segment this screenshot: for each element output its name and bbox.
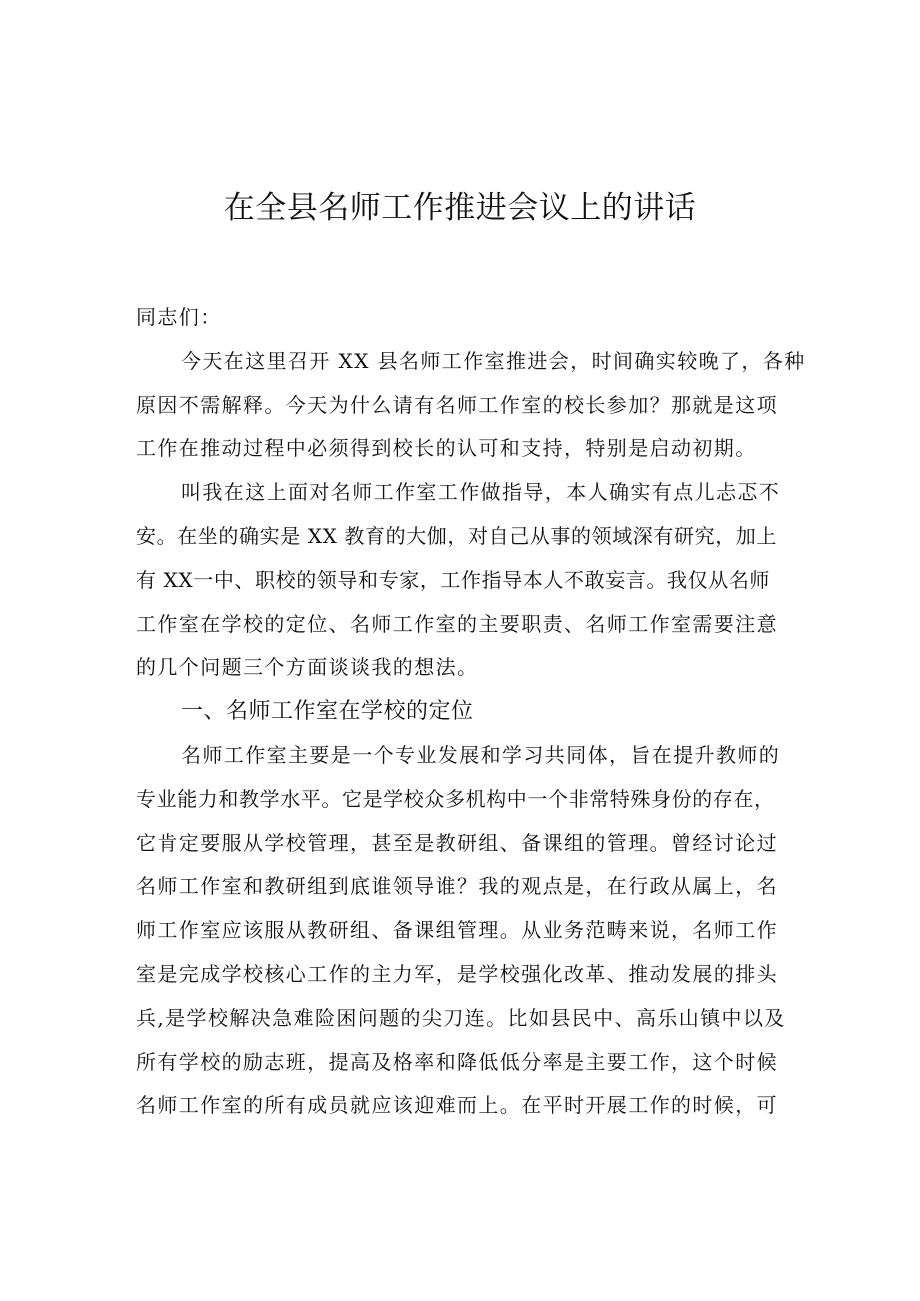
paragraph-2-line-2: 安。在坐的确实是 XX 教育的大伽，对自己从事的领域深有研究，加上: [136, 523, 777, 548]
paragraph-3-line-9: 名师工作室的所有成员就应该迎难而上。在平时开展工作的时候，可: [136, 1093, 778, 1118]
paragraph-1-line-1: 今天在这里召开 XX 县名师工作室推进会，时间确实较晚了，各种: [181, 348, 806, 373]
paragraph-1-line-2: 原因不需解释。今天为什么请有名师工作室的校长参加？那就是这项: [136, 392, 778, 417]
paragraph-3-line-5: 师工作室应该服从教研组、备课组管理。从业务范畴来说，名师工作: [136, 918, 778, 943]
document-body: [136, 296, 806, 1128]
paragraph-1-line-3: 工作在推动过程中必须得到校长的认可和支持，特别是启动初期。: [136, 436, 757, 461]
paragraph-3-line-8: 所有学校的励志班，提高及格率和降低低分率是主要工作，这个时候: [136, 1049, 778, 1074]
paragraph-2-line-5: 的几个问题三个方面谈谈我的想法。: [136, 655, 479, 680]
paragraph-2-line-1: 叫我在这上面对名师工作室工作做指导，本人确实有点儿忐忑不: [181, 480, 781, 505]
paragraph-2-line-3: 有 XX一中、职校的领导和专家，工作指导本人不敢妄言。我仅从名师: [136, 567, 771, 592]
section-heading: 一、名师工作室在学校的定位: [181, 699, 474, 725]
paragraph-3-line-7: 兵,是学校解决急难险困问题的尖刀连。比如县民中、高乐山镇中以及: [136, 1005, 786, 1030]
document-title: 在全县名师工作推进会议上的讲话: [223, 190, 697, 226]
paragraph-3-line-4: 名师工作室和教研组到底谁领导谁？我的观点是，在行政从属上，名: [136, 874, 778, 899]
paragraph-3-line-6: 室是完成学校核心工作的主力军，是学校强化改革、推动发展的排头: [136, 961, 778, 986]
salutation: 同志们：: [136, 305, 222, 329]
paragraph-2-line-4: 工作室在学校的定位、名师工作室的主要职责、名师工作室需要注意: [136, 611, 778, 636]
paragraph-3-line-1: 名师工作室主要是一个专业发展和学习共同体，旨在提升教师的: [181, 742, 781, 767]
paragraph-3-line-2: 专业能力和教学水平。它是学校众多机构中一个非常特殊身份的存在，: [136, 786, 775, 811]
paragraph-3-line-3: 它肯定要服从学校管理，甚至是教研组、备课组的管理。曾经讨论过: [136, 830, 778, 855]
